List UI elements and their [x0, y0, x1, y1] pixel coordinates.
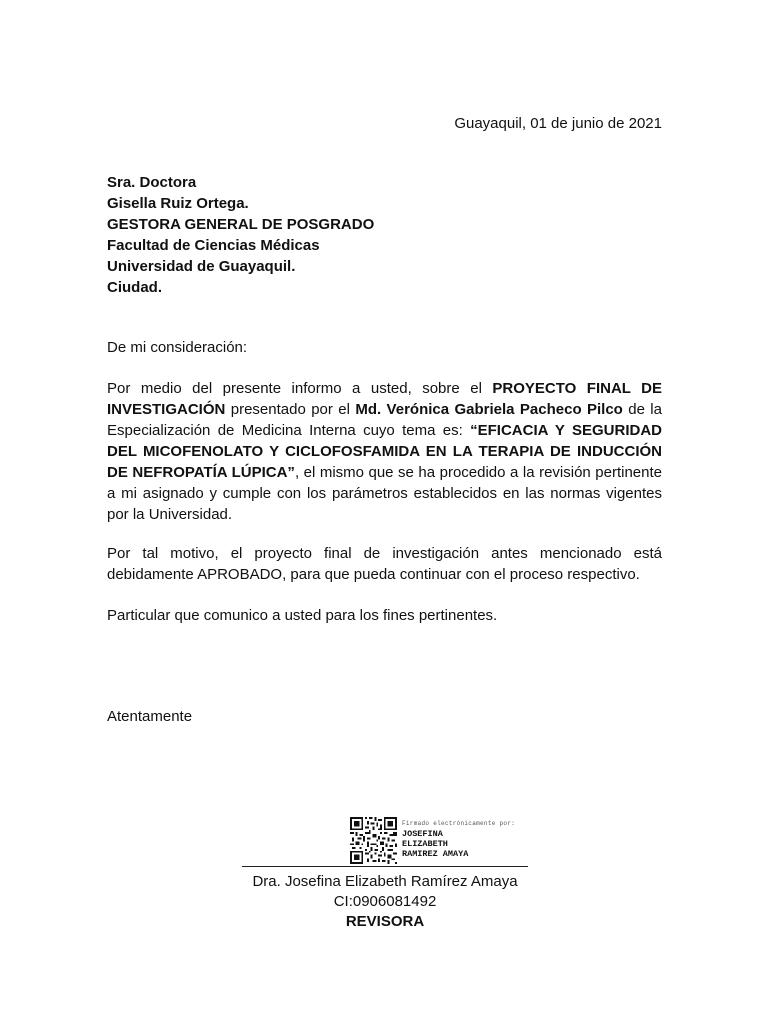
paragraph-2: Por tal motivo, el proyecto final de investigación antes mencionado está debidamente APROBADO, para que pueda continuar con el proceso respectivo. — [107, 545, 662, 583]
recipient-city: Ciudad. — [107, 279, 162, 296]
paragraph-1 — [107, 378, 662, 525]
signatory-name: Dra. Josefina Elizabeth Ramírez Amaya — [252, 873, 518, 890]
signer-name-line-2: ELIZABETH — [402, 839, 448, 849]
paragraph-1-text-3: de la Especialización de Medicina Interna cuyo tema es: — [107, 401, 662, 439]
signer-name-line-1: JOSEFINA — [402, 829, 443, 839]
greeting: De mi consideración: — [107, 339, 248, 356]
paragraph-1-text-4: , el mismo que se ha procedido a la revisión pertinente a mi asignado y cumple con los parámetros establecidos en las normas vigentes por la Universidad. — [107, 464, 662, 523]
recipient-name: Gisella Ruiz Ortega. — [107, 195, 249, 212]
signatory-id: CI:0906081492 — [333, 893, 437, 910]
signatory-role: REVISORA — [345, 913, 425, 930]
recipient-university: Universidad de Guayaquil. — [107, 258, 296, 275]
signature-line — [242, 866, 528, 867]
paragraph-1-text-2: presentado por el — [225, 401, 356, 418]
recipient-faculty: Facultad de Ciencias Médicas — [107, 237, 320, 254]
letter-date: Guayaquil, 01 de junio de 2021 — [454, 115, 662, 132]
paragraph-1-project-label: PROYECTO FINAL DE INVESTIGACIÓN — [107, 380, 662, 418]
recipient-title: Sra. Doctora — [107, 174, 197, 191]
paragraph-1-text-1: Por medio del presente informo a usted, sobre el — [107, 380, 493, 397]
signed-by-label: Firmado electrónicamente por: — [402, 820, 516, 827]
signer-name-line-3: RAMIREZ AMAYA — [402, 849, 469, 859]
recipient-position: GESTORA GENERAL DE POSGRADO — [107, 216, 375, 233]
paragraph-3: Particular que comunico a usted para los fines pertinentes. — [107, 607, 498, 624]
paragraph-1-topic: “EFICACIA Y SEGURIDAD DEL MICOFENOLATO Y CICLOFOSFAMIDA EN LA TERAPIA DE INDUCCIÓN DE NEFROPATÍA LÚPICA” — [107, 422, 662, 481]
closing: Atentamente — [107, 708, 193, 725]
recipient-block — [107, 172, 667, 298]
paragraph-1-author: Md. Verónica Gabriela Pacheco Pilco — [355, 401, 623, 418]
qr-code-icon — [350, 817, 397, 864]
signature-block — [185, 872, 585, 932]
